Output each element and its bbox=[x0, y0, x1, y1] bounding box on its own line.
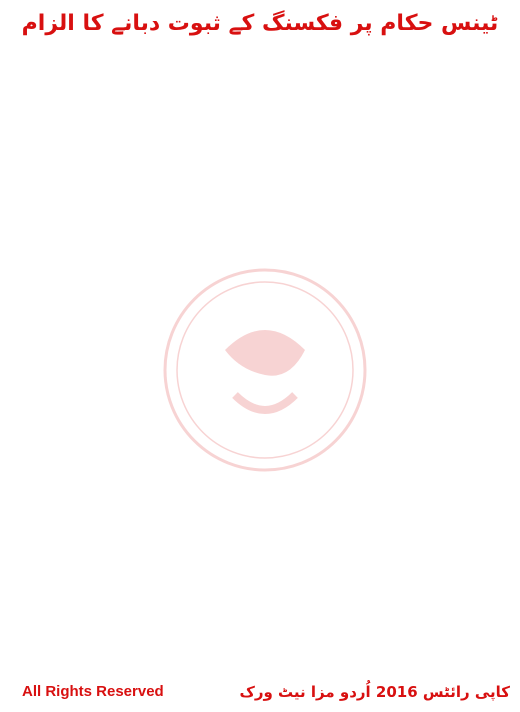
article-headline: ٹینس حکام پر فکسنگ کے ثبوت دبانے کا الزام bbox=[21, 11, 499, 36]
rights-reserved-text: All Rights Reserved bbox=[22, 683, 164, 700]
article-body bbox=[12, 40, 508, 668]
article-footer bbox=[0, 678, 520, 706]
copyright-text: کاپی رائٹس 2016 اُردو مزا نیٹ ورک bbox=[239, 683, 510, 701]
